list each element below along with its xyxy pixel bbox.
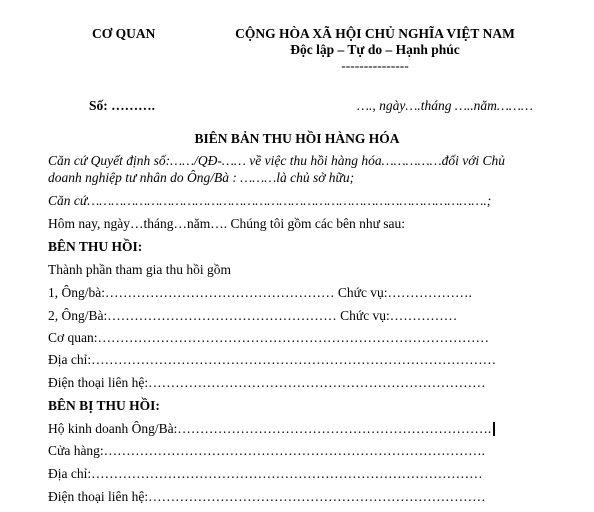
- member-2-field: 2, Ông/Bà:…………………………………………… Chức vụ:……………: [48, 308, 458, 323]
- recovered-party-heading: BÊN BỊ THU HỒI:: [48, 398, 160, 413]
- recovered-address-field: Địa chỉ:……………………………………………………………………………: [48, 466, 483, 481]
- national-motto: Độc lập – Tự do – Hạnh phúc: [290, 42, 460, 57]
- document-number: Số: ……….: [89, 98, 156, 113]
- recovering-party-heading: BÊN THU HỒI:: [48, 239, 143, 254]
- cut-off-next-line: [280, 505, 400, 512]
- recovering-address-field: Địa chỉ:………………………………………………………………………………: [48, 352, 497, 367]
- basis-other: Căn cứ……………………………………………………………………………………….;: [48, 193, 492, 208]
- shop-field: Cửa hàng:………………………………………………………………………….: [48, 443, 486, 458]
- recovering-agency-field: Cơ quan:……………………………………………………………………………: [48, 330, 490, 345]
- document-date: …., ngày….tháng …..năm………: [357, 98, 533, 113]
- today-line: Hôm nay, ngày…tháng…năm…. Chúng tôi gồm các bên như sau:: [48, 216, 406, 231]
- header-divider: ---------------: [341, 58, 409, 73]
- basis-decision-line2: doanh nghiệp tư nhân do Ông/Bà : ………là chủ sở hữu;: [48, 170, 355, 185]
- recovered-phone-field: Điện thoại liên hệ:…………………………………………………………………: [48, 489, 486, 504]
- agency-name: CƠ QUAN: [92, 26, 156, 41]
- recovering-phone-field: Điện thoại liên hệ:…………………………………………………………………: [48, 375, 486, 390]
- household-owner-field: Hộ kinh doanh Ông/Bà:…………………………………………………………….: [48, 421, 492, 436]
- member-1-field: 1, Ông/bà:…………………………………………… Chức vụ:……………….: [48, 285, 472, 300]
- text-cursor: [493, 422, 495, 436]
- members-intro: Thành phần tham gia thu hồi gồm: [48, 262, 231, 277]
- basis-decision-line1: Căn cứ Quyết định số:……/QĐ-…… về việc thu hồi hàng hóa……………đối với Chủ: [48, 153, 506, 168]
- republic-name: CỘNG HÒA XÃ HỘI CHỦ NGHĨA VIỆT NAM: [235, 26, 515, 41]
- document-title: BIÊN BẢN THU HỒI HÀNG HÓA: [194, 131, 400, 146]
